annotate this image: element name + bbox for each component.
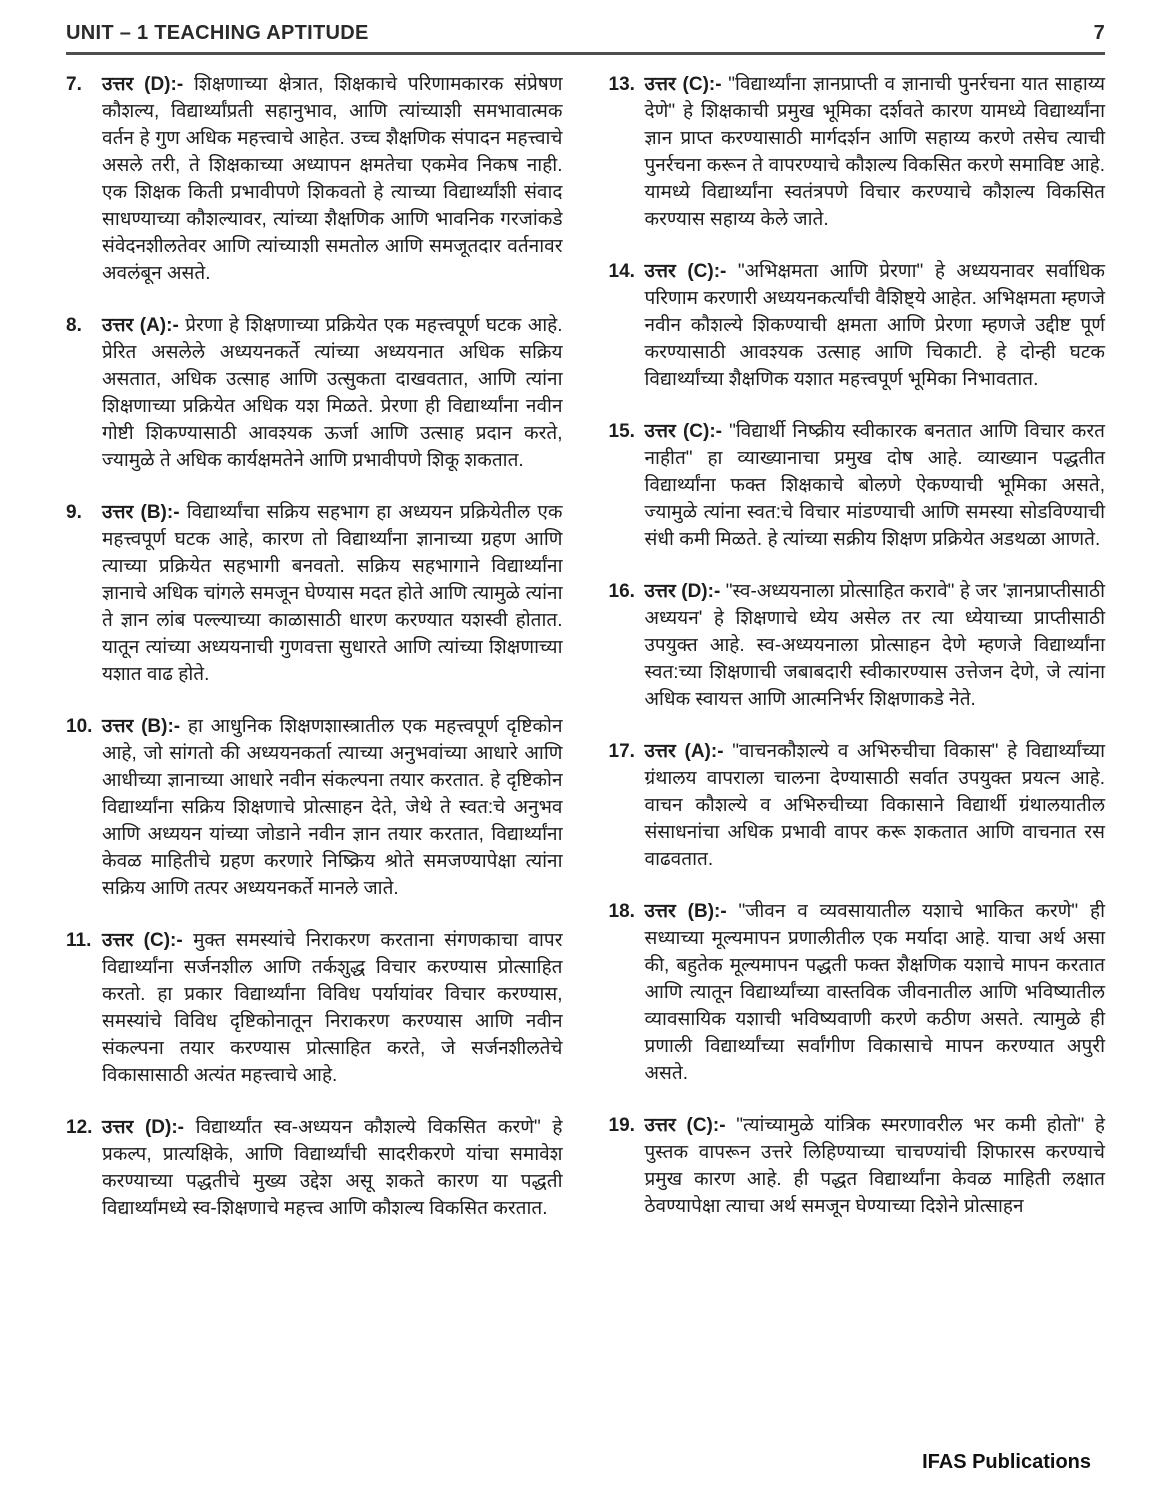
page-header [66,22,1105,45]
answer-item [66,499,563,688]
answer-label: उत्तर (B):- [102,716,181,737]
answer-body-text: "विद्यार्थी निष्क्रीय स्वीकारक बनतात आणि विचार करत नाहीत" हा व्याख्यानाचा प्रमुख दोष आहे. व्याख्यान पद्धतीत विद्यार्थ्यांना फक्त शिक्षकाचे बोलणे ऐकण्याची भूमिका असते, ज्यामुळे त्यांना स्वत:चे विचार मांडण्याची आणि समस्या सोडविण्याची संधी कमी मिळते. हे त्यांच्या सक्रीय शिक्षण प्रक्रियेत अडथळा आणते. [644,421,1106,550]
answer-text [102,713,563,902]
answer-body-text: "स्व-अध्ययनाला प्रोत्साहित करावे" हे जर 'ज्ञानप्राप्तीसाठी अध्ययन' हे शिक्षणाचे ध्येय असेल तर त्या ध्येयाच्या प्राप्तीसाठी उपयुक्त आहे. स्व-अध्ययनाला प्रोत्साहन देणे म्हणजे विद्यार्थ्यांना स्वत:च्या शिक्षणाची जबाबदारी स्वीकारण्यास उत्तेजन देणे, जे त्यांना अधिक स्वायत्त आणि आत्मनिर्भर शिक्षणाकडे नेते. [644,581,1106,710]
answer-item [66,312,563,474]
answer-number: 13. [608,74,635,95]
answer-item [609,898,1106,1087]
answer-body-text: "वाचनकौशल्ये व अभिरुचीचा विकास" हे विद्यार्थ्यांच्या ग्रंथालय वापराला चालना देण्यासाठी सर्वात उपयुक्त प्रयत्न आहे. वाचन कौशल्ये व अभिरुचीच्या विकासाने विद्यार्थी ग्रंथालयातील संसाधनांचा अधिक प्रभावी वापर करू शकतात आणि वाचनात रस वाढवतात. [644,741,1106,870]
answer-body-text: प्रेरणा हे शिक्षणाच्या प्रक्रियेत एक महत्त्वपूर्ण घटक आहे. प्रेरित असलेले अध्ययनकर्ते त्यांच्या अध्ययनात अधिक सक्रिय असतात, अधिक उत्साह आणि उत्सुकता दाखवतात, आणि त्यांना शिक्षणाच्या प्रक्रियेत अधिक यश मिळते. प्रेरणा ही विद्यार्थ्यांना नवीन गोष्टी शिकण्यासाठी आवश्यक ऊर्जा आणि उत्साह प्रदान करते, ज्यामुळे ते अधिक कार्यक्षमतेने आणि प्रभावीपणे शिकू शकतात. [102,315,563,471]
answer-number: 8. [66,315,82,336]
answer-body-text: मुक्त समस्यांचे निराकरण करताना संगणकाचा वापर विद्यार्थ्यांना सर्जनशील आणि तर्कशुद्ध विचार करण्यास प्रोत्साहित करतो. हा प्रकार विद्यार्थ्यांना विविध पर्यायांवर विचार करण्यास, समस्यांचे विविध दृष्टिकोनातून निराकरण करण्यास आणि नवीन संकल्पना तयार करण्यास प्रोत्साहित करते, जे सर्जनशीलतेचे विकासासाठी अत्यंत महत्त्वाचे आहे. [102,930,563,1086]
answer-text [645,418,1106,553]
answer-text [102,312,563,474]
answer-body-text: विद्यार्थ्यांत स्व-अध्ययन कौशल्ये विकसित करणे" हे प्रकल्प, प्रात्यक्षिके, आणि विद्यार्थ्यांची सादरीकरणे यांचा समावेश करण्याच्या पद्धतीचे मुख्य उद्देश असू शकते कारण या पद्धती विद्यार्थ्यांमध्ये स्व-शिक्षणाचे महत्त्व आणि कौशल्य विकसित करतात. [102,1117,563,1219]
answer-label: उत्तर (D):- [102,1117,184,1138]
answer-label: उत्तर (C):- [102,930,183,951]
answer-item [609,258,1106,393]
answer-text [645,738,1106,873]
answer-item [66,1114,563,1222]
answer-text [645,258,1106,393]
answer-item [66,927,563,1089]
answer-label: उत्तर (A):- [102,315,179,336]
answer-item [609,418,1106,553]
answer-text [645,1112,1106,1220]
answer-body-text: शिक्षणाच्या क्षेत्रात, शिक्षकाचे परिणामकारक संप्रेषण कौशल्य, विद्यार्थ्यांप्रती सहानुभाव, आणि त्यांच्याशी समभावात्मक वर्तन हे गुण अधिक महत्त्वाचे आहेत. उच्च शैक्षणिक संपादन महत्त्वाचे असले तरी, ते शिक्षकाच्या अध्यापन क्षमतेचा एकमेव निकष नाही. एक शिक्षक किती प्रभावीपणे शिकवतो हे त्याच्या विद्यार्थ्यांशी संवाद साधण्याच्या कौशल्यावर, त्यांच्या शैक्षणिक आणि भावनिक गरजांकडे संवेदनशीलतेवर आणि त्यांच्याशी समतोल आणि समजूतदार वर्तनावर अवलंबून असते. [102,74,563,284]
answer-label: उत्तर (C):- [644,421,722,442]
answer-text [102,499,563,688]
answer-number: 15. [608,421,635,442]
answer-body-text: हा आधुनिक शिक्षणशास्त्रातील एक महत्त्वपूर्ण दृष्टिकोन आहे, जो सांगतो की अध्ययनकर्ता त्याच्या अनुभवांच्या आधारे आणि आधीच्या ज्ञानाच्या आधारे नवीन संकल्पना तयार करतात. हे दृष्टिकोन विद्यार्थ्यांना सक्रिय शिक्षणाचे प्रोत्साहन देते, जेथे ते स्वत:चे अनुभव आणि अध्ययन यांच्या जोडाने नवीन ज्ञान तयार करतात, विद्यार्थ्यांना केवळ माहितीचे ग्रहण करणारे निष्क्रिय श्रोते समजण्यापेक्षा त्यांना सक्रिय आणि तत्पर अध्ययनकर्ते मानले जाते. [102,716,563,899]
answer-label: उत्तर (A):- [644,741,724,762]
answer-number: 18. [608,901,635,922]
answer-number: 11. [66,930,92,951]
answer-body-text: "त्यांच्यामुळे यांत्रिक स्मरणावरील भर कमी होतो" हे पुस्तक वापरून उत्तरे लिहिण्याच्या चाचण्यांची शिफारस करण्याचे प्रमुख कारण आहे. ही पद्धत विद्यार्थ्यांना केवळ माहिती लक्षात ठेवण्यापेक्षा त्याचा अर्थ समजून घेण्याच्या दिशेने प्रोत्साहन [644,1115,1106,1217]
answer-label: उत्तर (C):- [644,1115,726,1136]
answer-number: 10. [66,716,93,737]
answer-number: 16. [608,581,635,602]
answer-text [645,71,1106,233]
answer-body-text: "विद्यार्थ्यांना ज्ञानप्राप्ती व ज्ञानाची पुनर्रचना यात साहाय्य देणे" हे शिक्षकाची प्रमुख भूमिका दर्शवते कारण यामध्ये विद्यार्थ्यांना ज्ञान प्राप्त करण्यासाठी मार्गदर्शन आणि सहाय्य करणे तसेच त्याची पुनर्रचना करून ते वापरण्याचे कौशल्य विकसित करणे समाविष्ट आहे. यामध्ये विद्यार्थ्यांना स्वतंत्रपणे विचार करण्याचे कौशल्य विकसित करण्यास सहाय्य केले जाते. [644,74,1105,230]
answer-item [66,713,563,902]
answer-text [102,71,563,287]
answer-item [66,71,563,287]
answer-body-text: "जीवन व व्यवसायातील यशाचे भाकित करणे" ही सध्याच्या मूल्यमापन प्रणालीतील एक मर्यादा आहे. याचा अर्थ असा की, बहुतेक मूल्यमापन पद्धती फक्त शैक्षणिक यशाचे मापन करतात आणि त्यातून विद्यार्थ्यांच्या वास्तविक जीवनातील आणि भविष्यातील व्यावसायिक यशाची भविष्यवाणी करणे कठीण असते. त्यामुळे ही प्रणाली विद्यार्थ्यांच्या सर्वांगीण विकासाचे मापन करण्यात अपुरी असते. [644,901,1106,1084]
left-column [66,71,563,1247]
page-title: UNIT – 1 TEACHING APTITUDE [66,22,369,44]
answer-item [609,578,1106,713]
page-number: 7 [1093,22,1105,44]
answer-text [645,578,1106,713]
answer-number: 19. [608,1115,635,1136]
answer-item [609,1112,1106,1220]
answer-label: उत्तर (C):- [644,74,722,95]
answer-number: 17. [608,741,635,762]
answer-label: उत्तर (B):- [102,502,180,523]
publisher-name: IFAS Publications [922,1451,1091,1473]
answer-label: उत्तर (B):- [644,901,727,922]
answer-number: 12. [66,1117,93,1138]
answer-text [645,898,1106,1087]
answer-number: 9. [66,502,82,523]
answer-body-text: "अभिक्षमता आणि प्रेरणा" हे अध्ययनावर सर्वाधिक परिणाम करणारी अध्ययनकर्त्यांची वैशिष्ट्ये आहेत. अभिक्षमता म्हणजे नवीन कौशल्ये शिकण्याची क्षमता आणि प्रेरणा म्हणजे उद्दीष्ट पूर्ण करण्यासाठी आवश्यक उत्साह आणि चिकाटी. हे दोन्ही घटक विद्यार्थ्यांच्या शैक्षणिक यशात महत्त्वपूर्ण भूमिका निभावतात. [644,261,1105,390]
answer-body-text: विद्यार्थ्यांचा सक्रिय सहभाग हा अध्ययन प्रक्रियेतील एक महत्त्वपूर्ण घटक आहे, कारण तो विद्यार्थ्यांना ज्ञानाच्या ग्रहण आणि त्याच्या प्रक्रियेत सहभागी बनवतो. सक्रिय सहभागाने विद्यार्थ्यांना ज्ञानाचे अधिक चांगले समजून घेण्यास मदत होते आणि त्यामुळे त्यांना ते ज्ञान लांब पल्ल्याच्या काळासाठी धारण करण्यात यशस्वी होतात. यातून त्यांच्या अध्ययनाची गुणवत्ता सुधारते आणि त्यांच्या शिक्षणाच्या यशात वाढ होते. [102,502,563,685]
header-rule [66,52,1105,55]
answer-label: उत्तर (D):- [644,581,721,602]
answer-text [102,1114,563,1222]
answer-text [102,927,563,1089]
answer-label: उत्तर (C):- [644,261,727,282]
answer-item [609,738,1106,873]
right-column [609,71,1106,1247]
answers-columns [66,71,1105,1247]
answer-number: 7. [66,74,82,95]
answer-item [609,71,1106,233]
answer-number: 14. [608,261,635,282]
answer-label: उत्तर (D):- [102,74,184,95]
